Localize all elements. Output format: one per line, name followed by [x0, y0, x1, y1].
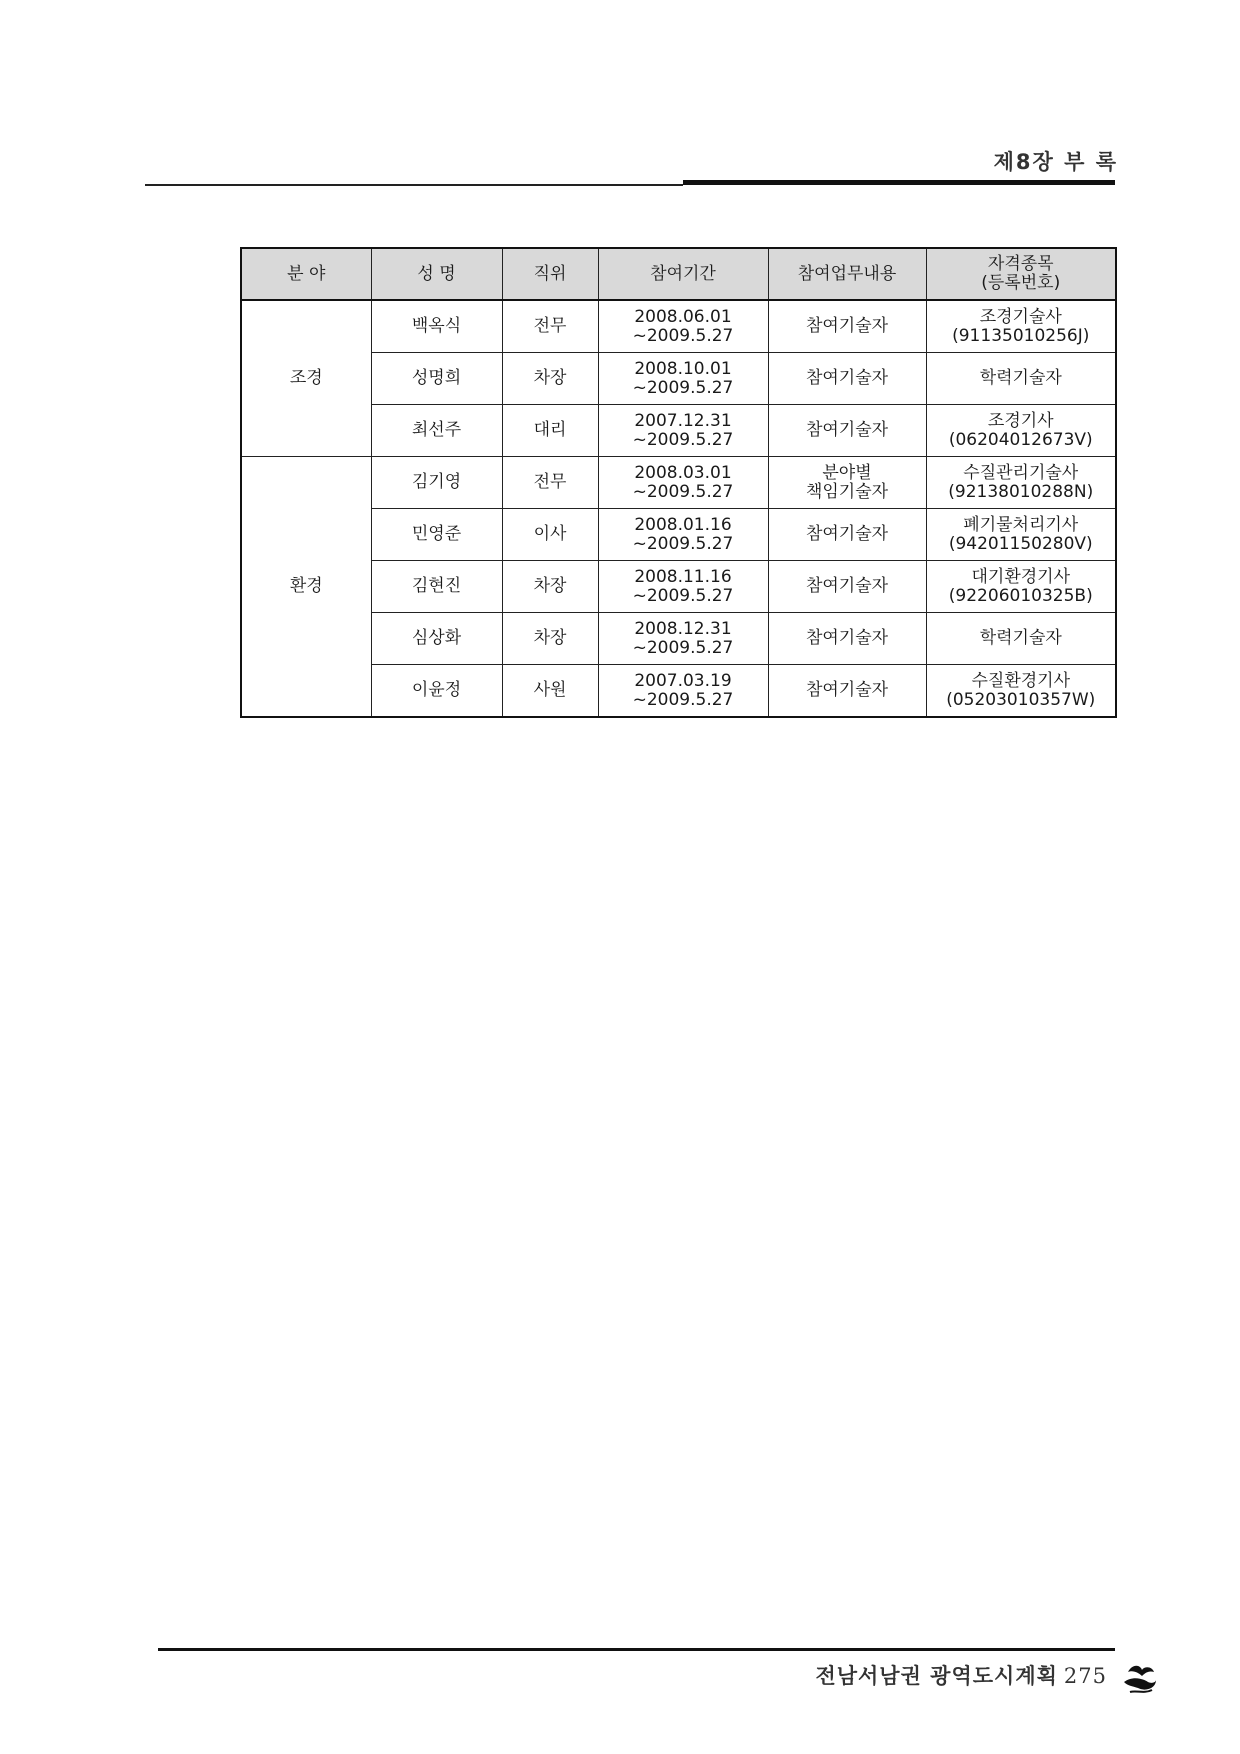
role-cell [768, 405, 926, 457]
qualification-name: 수질관리기술사 [963, 462, 1079, 483]
position-cell: 사원 [502, 665, 598, 718]
role-cell [768, 300, 926, 353]
table-row [241, 613, 1116, 665]
name-cell: 김현진 [371, 561, 502, 613]
period-start: 2007.12.31 [634, 410, 732, 431]
period-cell [598, 561, 768, 613]
header-rule-accent [683, 180, 1115, 185]
table-row [241, 457, 1116, 509]
role-cell [768, 353, 926, 405]
period-cell [598, 509, 768, 561]
name-cell: 심상화 [371, 613, 502, 665]
qualification-name: 학력기술자 [979, 368, 1062, 388]
position-cell: 차장 [502, 561, 598, 613]
period-start: 2008.03.01 [634, 462, 732, 483]
name-cell: 민영준 [371, 509, 502, 561]
header-rule [145, 184, 683, 186]
qualification-name: 조경기사 [987, 410, 1054, 431]
qualification-cell [926, 405, 1116, 457]
role-cell [768, 561, 926, 613]
period-end: ~2009.5.27 [632, 429, 734, 450]
role-line: 참여기술자 [805, 368, 889, 388]
period-cell [598, 613, 768, 665]
qualification-cell [926, 613, 1116, 665]
registration-number: (06204012673V) [948, 429, 1093, 450]
registration-number: (94201150280V) [948, 533, 1093, 554]
qualification-name: 수질환경기사 [971, 670, 1071, 691]
table-row [241, 353, 1116, 405]
table-header-row [241, 248, 1116, 300]
role-line: 책임기술자 [805, 481, 889, 502]
column-header-role: 참여업무내용 [768, 248, 926, 300]
region-logo-icon [1122, 1662, 1158, 1696]
qualification-cell [926, 353, 1116, 405]
period-end: ~2009.5.27 [632, 325, 734, 346]
footer [815, 1660, 1107, 1690]
column-header-position: 직위 [502, 248, 598, 300]
position-cell: 차장 [502, 613, 598, 665]
column-header-period: 참여기간 [598, 248, 768, 300]
period-end: ~2009.5.27 [632, 637, 734, 658]
role-cell [768, 509, 926, 561]
qualification-cell [926, 300, 1116, 353]
table-row [241, 561, 1116, 613]
position-cell: 차장 [502, 353, 598, 405]
role-cell [768, 665, 926, 718]
position-cell: 전무 [502, 457, 598, 509]
period-cell [598, 665, 768, 718]
table-row [241, 300, 1116, 353]
period-start: 2008.12.31 [634, 618, 732, 639]
role-cell [768, 613, 926, 665]
qualification-name: 조경기술사 [979, 306, 1062, 327]
period-cell [598, 457, 768, 509]
position-cell: 대리 [502, 405, 598, 457]
column-header-qualification: 자격종목 (등록번호) [926, 248, 1116, 300]
name-cell: 이윤정 [371, 665, 502, 718]
role-line: 참여기술자 [805, 576, 889, 596]
period-end: ~2009.5.27 [632, 377, 734, 398]
qualification-cell [926, 509, 1116, 561]
qualification-name: 대기환경기사 [971, 566, 1071, 587]
role-line: 참여기술자 [805, 628, 889, 648]
registration-number: (92138010288N) [948, 481, 1094, 502]
role-line: 참여기술자 [805, 524, 889, 544]
role-line: 참여기술자 [805, 680, 889, 700]
position-cell: 전무 [502, 300, 598, 353]
registration-number: (05203010357W) [946, 689, 1096, 710]
field-cell: 조경 [241, 300, 371, 457]
role-cell [768, 457, 926, 509]
footer-rule [158, 1648, 1115, 1651]
period-start: 2008.01.16 [634, 514, 732, 535]
table-row [241, 665, 1116, 718]
qualification-name: 폐기물처리기사 [963, 514, 1079, 535]
column-header-name: 성 명 [371, 248, 502, 300]
period-end: ~2009.5.27 [632, 481, 734, 502]
name-cell: 백옥식 [371, 300, 502, 353]
role-line: 분야별 [822, 462, 872, 483]
position-cell: 이사 [502, 509, 598, 561]
footer-title: 전남서남권 광역도시계획 [815, 1664, 1058, 1688]
role-line: 참여기술자 [805, 420, 889, 440]
period-end: ~2009.5.27 [632, 689, 734, 710]
staff-table [240, 247, 1117, 718]
field-cell: 환경 [241, 457, 371, 718]
page-number: 275 [1063, 1664, 1107, 1688]
period-start: 2008.06.01 [634, 306, 732, 327]
period-start: 2007.03.19 [634, 670, 732, 691]
name-cell: 최선주 [371, 405, 502, 457]
qualification-cell [926, 457, 1116, 509]
role-line: 참여기술자 [805, 316, 889, 336]
period-start: 2008.10.01 [634, 358, 732, 379]
period-start: 2008.11.16 [634, 566, 732, 587]
period-cell [598, 405, 768, 457]
column-header-field: 분 야 [241, 248, 371, 300]
period-cell [598, 300, 768, 353]
qualification-cell [926, 665, 1116, 718]
name-cell: 성명희 [371, 353, 502, 405]
table-row [241, 405, 1116, 457]
qualification-name: 학력기술자 [979, 628, 1062, 648]
qualification-cell [926, 561, 1116, 613]
period-end: ~2009.5.27 [632, 585, 734, 606]
registration-number: (92206010325B) [948, 585, 1093, 606]
period-cell [598, 353, 768, 405]
registration-number: (91135010256J) [952, 325, 1090, 346]
period-end: ~2009.5.27 [632, 533, 734, 554]
chapter-title: 제8장 부 록 [993, 150, 1118, 174]
table-row [241, 509, 1116, 561]
name-cell: 김기영 [371, 457, 502, 509]
